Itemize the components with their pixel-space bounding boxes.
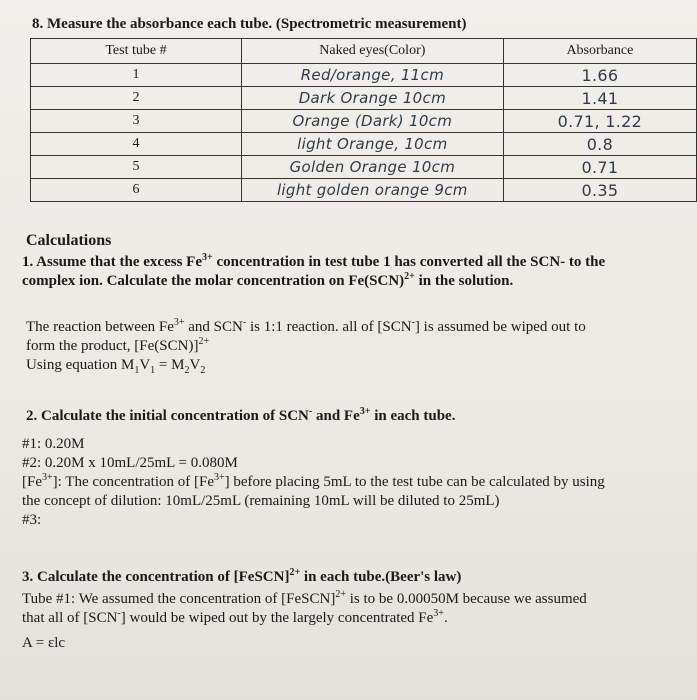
table-row [31, 156, 697, 179]
table-row [31, 110, 697, 133]
header-naked-eyes-color: Naked eyes(Color) [241, 39, 503, 64]
table-row [31, 87, 697, 110]
tube-1-concentration: #1: 0.20M [22, 436, 85, 452]
cell-tube: 6 [31, 179, 242, 202]
section-heading: 8. Measure the absorbance each tube. (Spectrometric measurement) [32, 16, 467, 32]
tube-2-concentration: #2: 0.20M x 10mL/25mL = 0.080M [22, 455, 238, 471]
table-row [31, 64, 697, 87]
calculations-title: Calculations [26, 232, 112, 249]
cell-tube: 5 [31, 156, 242, 179]
cell-absorbance: 1.66 [503, 64, 696, 87]
table-row [31, 133, 697, 156]
tube-3-label: #3: [22, 512, 42, 528]
answer-1: The reaction between $Fe^{3+}$ and SCN- is 1:1 reaction. all of [SCN-] is assumed be wiped out to form the product, $[Fe(SCN)]^{2+}$ Using equation $M_1V_1 = M_2V_2$ [26, 317, 586, 376]
absorbance-table [30, 38, 697, 202]
answer-3: Tube #1: We assumed the concentration of [FeSCN]$^{2+}$ is to be 0.00050M because we assumed that all of [SCN-] would be wiped out by the largely concentrated $Fe^{3+}$. A = εlc [22, 589, 587, 651]
cell-color: light Orange, 10cm [241, 133, 503, 156]
table-header-row [31, 39, 697, 64]
cell-absorbance: 1.41 [503, 87, 696, 110]
header-test-tube: Test tube # [31, 39, 242, 64]
table-row [31, 179, 697, 202]
beers-law-equation: A = εlc [22, 635, 66, 651]
cell-absorbance: 0.71, 1.22 [503, 110, 696, 133]
cell-color: Orange (Dark) 10cm [241, 110, 503, 133]
question-3: 3. Calculate the concentration of [FeSCN]$^{2+}$ in each tube.(Beer's law) [22, 567, 462, 585]
cell-color: Red/orange, 11cm [241, 64, 503, 87]
header-absorbance: Absorbance [503, 39, 696, 64]
cell-tube: 2 [31, 87, 242, 110]
cell-color: Golden Orange 10cm [241, 156, 503, 179]
cell-absorbance: 0.35 [503, 179, 696, 202]
answer-2: #1: 0.20M #2: 0.20M x 10mL/25mL = 0.080M $[Fe^{3+}]$: The concentration of $[Fe^{3+}]$ before placing 5mL to the test tube can be calculated by using the concept of dilution: 10mL/25mL (remaining 10mL will be diluted to 25mL) #3: [22, 436, 605, 528]
cell-absorbance: 0.8 [503, 133, 696, 156]
cell-color: Dark Orange 10cm [241, 87, 503, 110]
cell-color: light golden orange 9cm [241, 179, 503, 202]
cell-tube: 1 [31, 64, 242, 87]
cell-tube: 4 [31, 133, 242, 156]
question-2: 2. Calculate the initial concentration of SCN- and $Fe^{3+}$ in each tube. [26, 406, 456, 424]
cell-tube: 3 [31, 110, 242, 133]
cell-absorbance: 0.71 [503, 156, 696, 179]
question-1: 1. Assume that the excess $Fe^{3+}$ concentration in test tube 1 has converted all the SCN- to the complex ion. Calculate the molar concentration on Fe(SCN)$^{2+}$ in the solution. [22, 252, 606, 289]
